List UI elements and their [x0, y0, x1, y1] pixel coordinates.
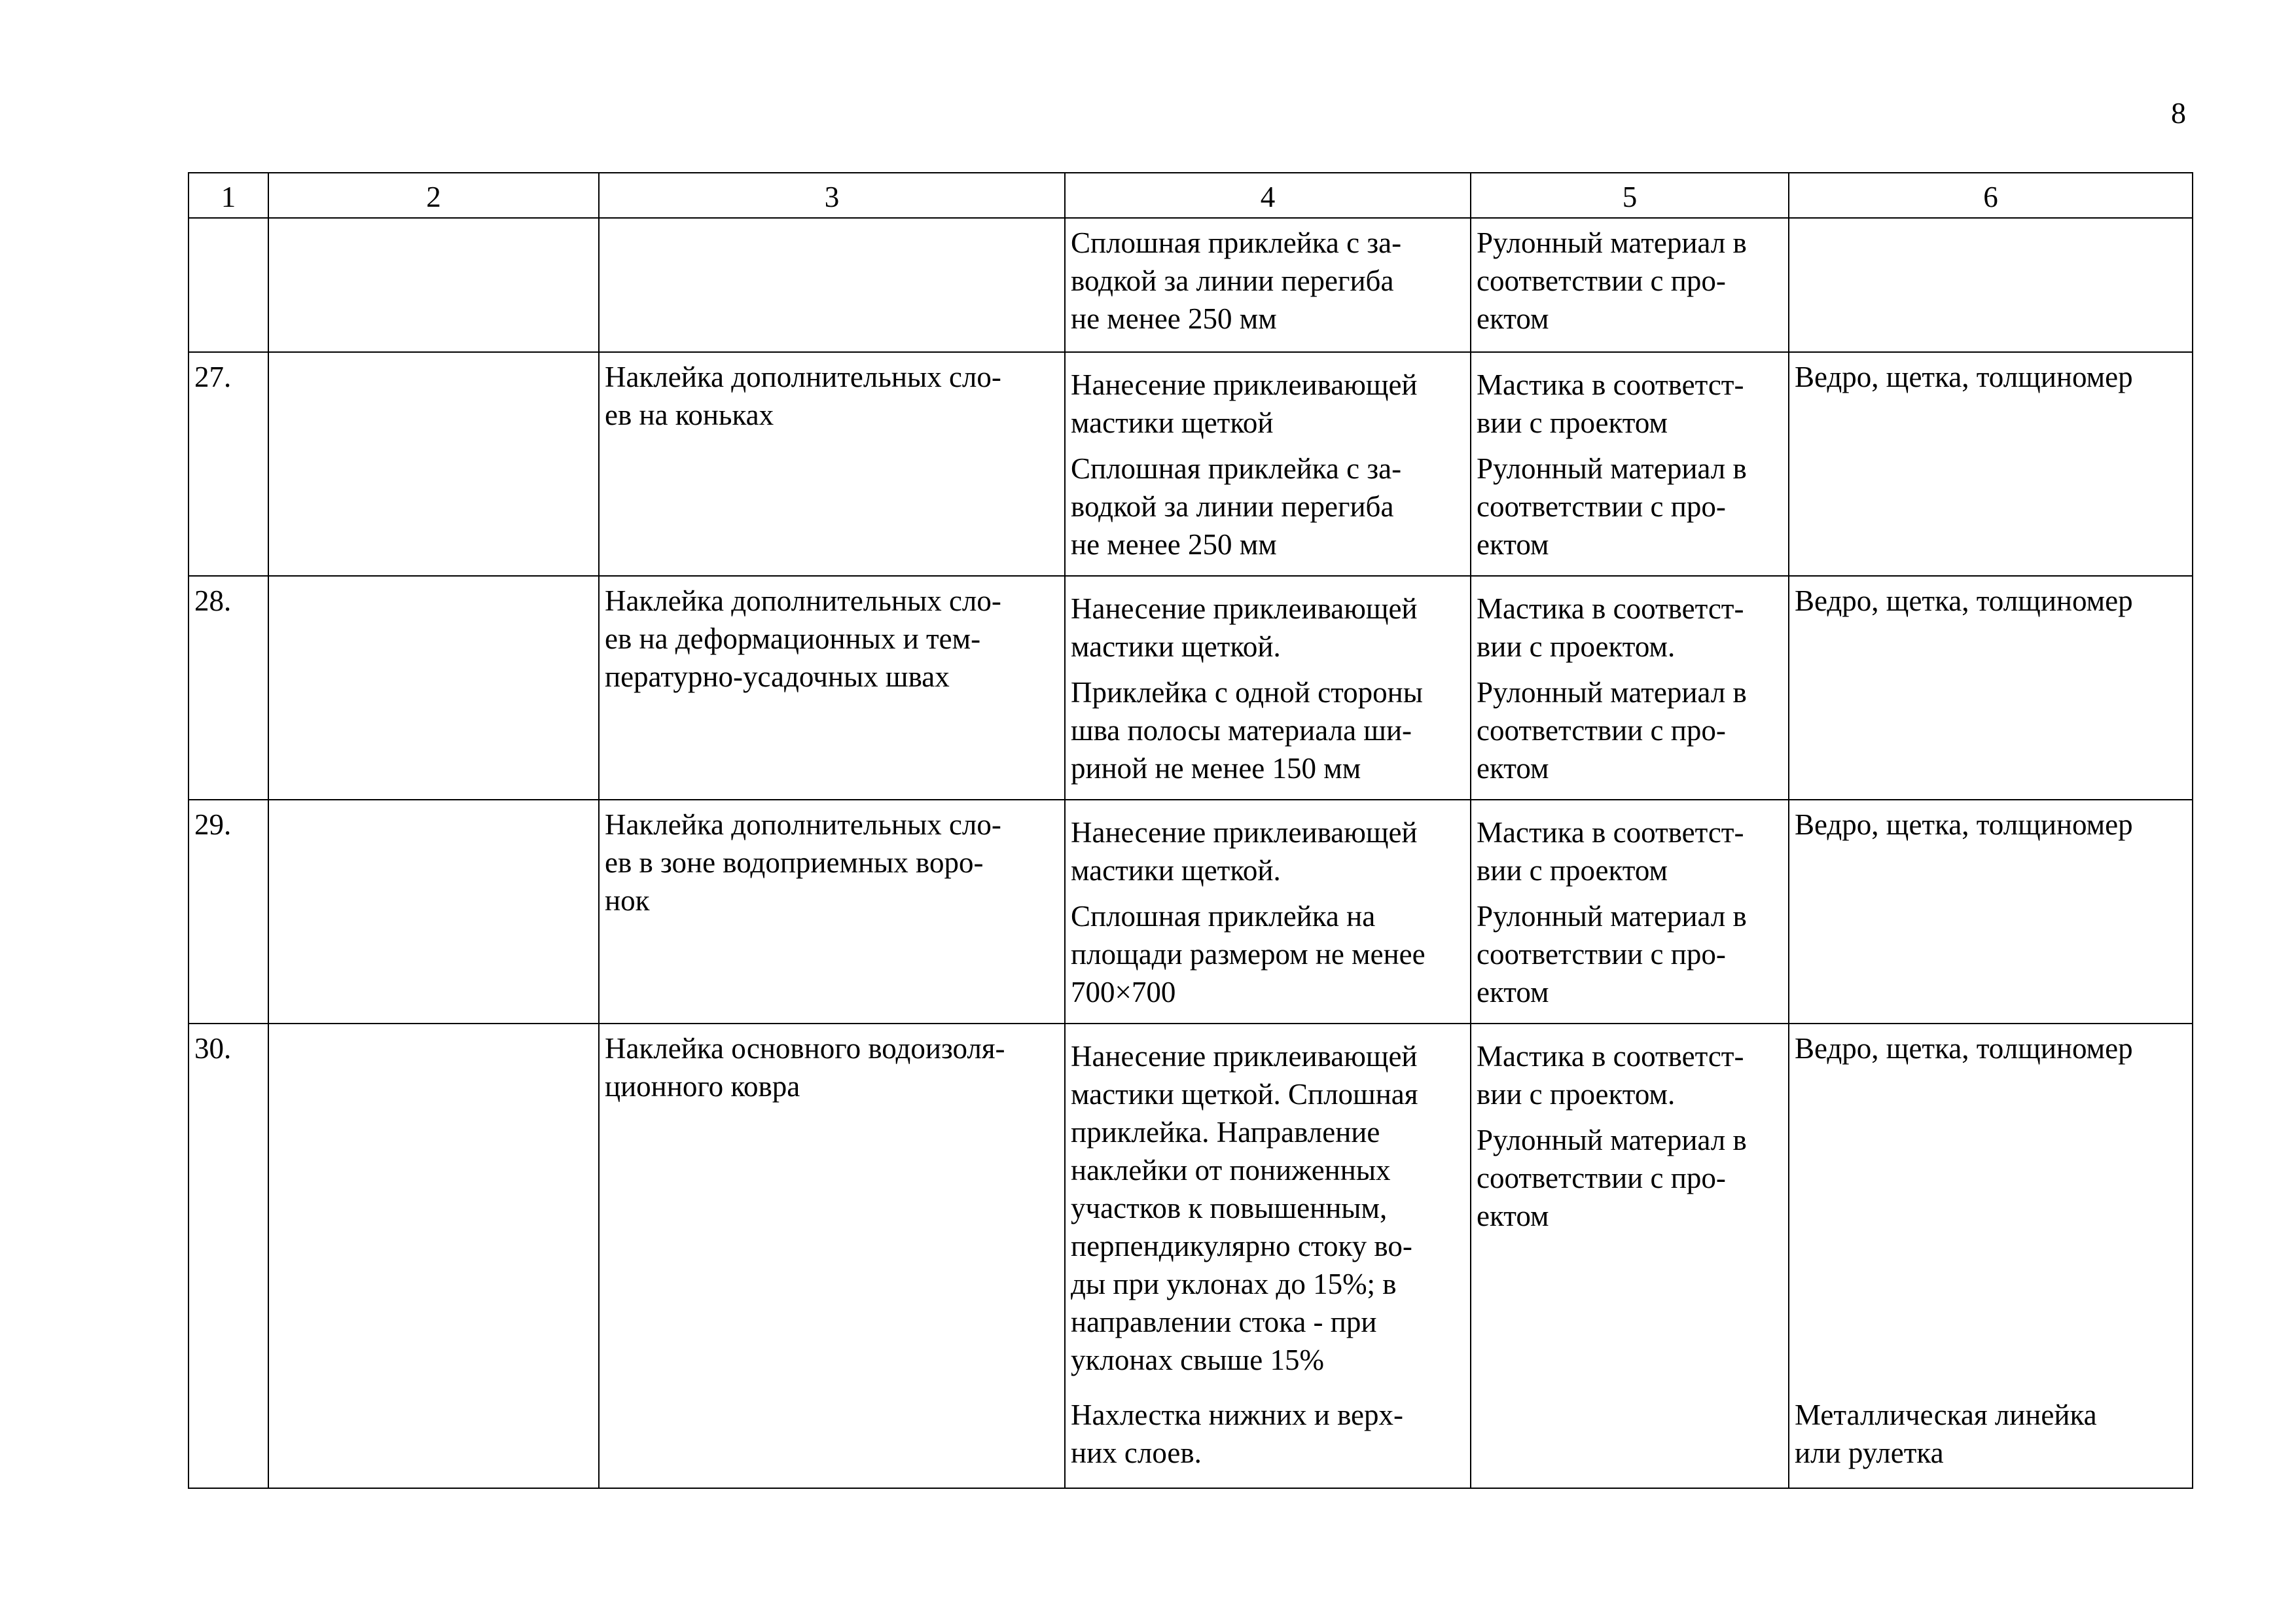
- material-cell: [1471, 1024, 1789, 1383]
- table-row: [188, 800, 2193, 1024]
- material-paragraph: Рулонный материал в соответствии с про- ектом: [1477, 1124, 1747, 1232]
- column-2-cell: [268, 800, 599, 1024]
- header-cell: 1: [188, 173, 268, 218]
- tools-cell: Металлическая линейка или рулетка: [1789, 1383, 2193, 1488]
- row-number-cell: 29.: [188, 800, 268, 1024]
- material-paragraph: Рулонный материал в соответствии с про- ектом: [1477, 900, 1747, 1008]
- method-cell: [1065, 576, 1471, 800]
- row-number-cell: 28.: [188, 576, 268, 800]
- column-2-cell: [268, 218, 599, 352]
- work-table: [188, 172, 2193, 1489]
- material-paragraph: Рулонный материал в соответствии с про- ектом: [1477, 452, 1747, 561]
- header-cell: 2: [268, 173, 599, 218]
- operation-cell: Наклейка основного водоизоля- ционного ковра: [599, 1024, 1065, 1383]
- tools-cell: [1789, 218, 2193, 352]
- method-paragraph: Нанесение приклеивающей мастики щеткой.: [1071, 592, 1418, 663]
- method-cell: [1065, 1383, 1471, 1488]
- row-number-cell: [188, 218, 268, 352]
- operation-cell: Наклейка дополнительных сло- ев на деформационных и тем- пературно-усадочных швах: [599, 576, 1065, 800]
- material-cell: [1471, 352, 1789, 576]
- method-paragraph: Нахлестка нижних и верх- них слоев.: [1071, 1399, 1404, 1469]
- method-cell: [1065, 218, 1471, 352]
- method-paragraph: Нанесение приклеивающей мастики щеткой: [1071, 368, 1418, 439]
- column-2-cell: [268, 576, 599, 800]
- operation-cell: Наклейка дополнительных сло- ев в зоне водоприемных воро- нок: [599, 800, 1065, 1024]
- header-cell: 3: [599, 173, 1065, 218]
- table-row: [188, 352, 2193, 576]
- material-cell: [1471, 800, 1789, 1024]
- table-row: [188, 218, 2193, 352]
- tools-cell: Ведро, щетка, толщиномер: [1789, 576, 2193, 800]
- material-paragraph: Мастика в соответст- вии с проектом: [1477, 368, 1744, 439]
- row-number-cell: 30.: [188, 1024, 268, 1383]
- method-cell: [1065, 800, 1471, 1024]
- material-paragraph: Рулонный материал в соответствии с про- ектом: [1477, 226, 1747, 335]
- header-cell: 4: [1065, 173, 1471, 218]
- method-paragraph: Приклейка с одной стороны шва полосы материала ши- риной не менее 150 мм: [1071, 676, 1423, 785]
- page-number: 8: [2171, 96, 2186, 130]
- method-paragraph: Сплошная приклейка с за- водкой за линии перегиба не менее 250 мм: [1071, 226, 1402, 335]
- method-paragraph: Сплошная приклейка на площади размером не менее 700×700: [1071, 900, 1426, 1008]
- column-2-cell: [268, 1024, 599, 1383]
- tools-cell: Ведро, щетка, толщиномер: [1789, 800, 2193, 1024]
- material-paragraph: Рулонный материал в соответствии с про- ектом: [1477, 676, 1747, 785]
- operation-cell: [599, 1383, 1065, 1488]
- header-cell: 6: [1789, 173, 2193, 218]
- operation-cell: [599, 218, 1065, 352]
- header-row: [188, 173, 2193, 218]
- method-cell: [1065, 1024, 1471, 1383]
- column-2-cell: [268, 1383, 599, 1488]
- tools-cell: Ведро, щетка, толщиномер: [1789, 352, 2193, 576]
- column-2-cell: [268, 352, 599, 576]
- row-number-cell: 27.: [188, 352, 268, 576]
- method-paragraph: Нанесение приклеивающей мастики щеткой.: [1071, 816, 1418, 887]
- material-cell: [1471, 1383, 1789, 1488]
- method-paragraph: Сплошная приклейка с за- водкой за линии перегиба не менее 250 мм: [1071, 452, 1402, 561]
- material-cell: [1471, 576, 1789, 800]
- table-row: [188, 1383, 2193, 1488]
- row-number-cell: [188, 1383, 268, 1488]
- table-row: [188, 1024, 2193, 1383]
- header-cell: 5: [1471, 173, 1789, 218]
- tools-cell: Ведро, щетка, толщиномер: [1789, 1024, 2193, 1383]
- material-paragraph: Мастика в соответст- вии с проектом.: [1477, 592, 1744, 663]
- material-paragraph: Мастика в соответст- вии с проектом.: [1477, 1040, 1744, 1111]
- operation-cell: Наклейка дополнительных сло- ев на коньках: [599, 352, 1065, 576]
- method-paragraph: Нанесение приклеивающей мастики щеткой. Сплошная приклейка. Направление наклейки от пониженных участков к повышенным, перпендикулярно стоку во- ды при уклонах до 15%; в направлении стока - при уклонах свыше 15%: [1071, 1040, 1418, 1376]
- material-cell: [1471, 218, 1789, 352]
- material-paragraph: Мастика в соответст- вии с проектом: [1477, 816, 1744, 887]
- table-row: [188, 576, 2193, 800]
- method-cell: [1065, 352, 1471, 576]
